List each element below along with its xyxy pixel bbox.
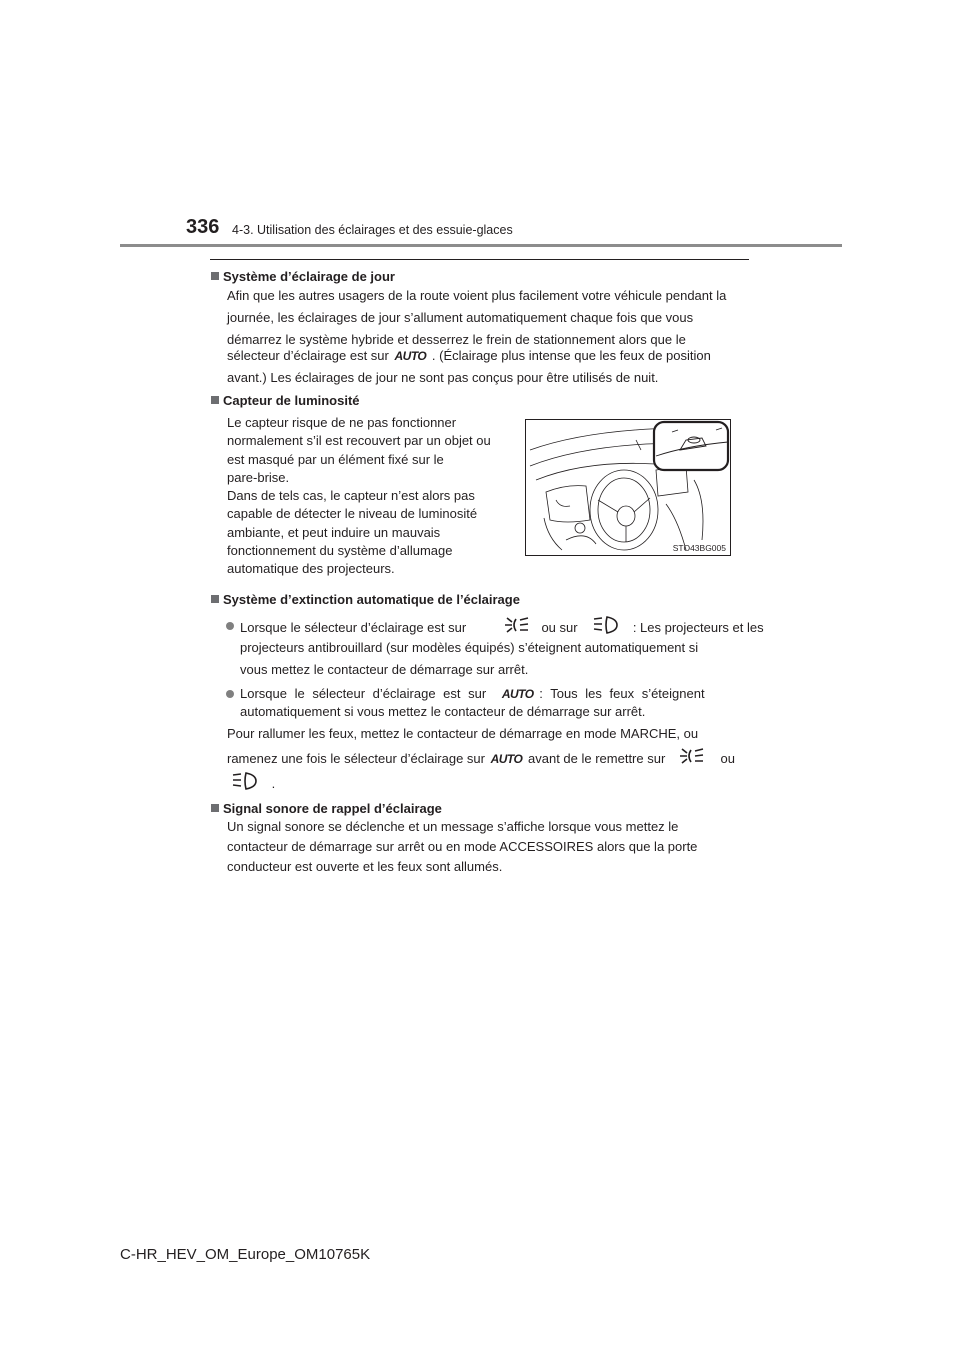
sensor-heading: Capteur de luminosité: [211, 393, 360, 408]
dashboard-drawing: [526, 420, 730, 555]
bullet1-continuation: projecteurs antibrouillard (sur modèles équipés) s’éteignent automatiquement si vous mettez le contacteur de démarrage sur arrêt.: [240, 640, 699, 677]
relight-line-3: .: [232, 771, 275, 798]
auto-icon: AUTO: [490, 751, 523, 766]
relight-line-2: ramenez une fois le sélecteur d’éclairage sur AUTO avant de le remettre sur ou: [227, 747, 745, 772]
sensor-paragraph: Le capteur risque de ne pas fonctionner normalement s’il est recouvert par un objet ou est masqué par un élément fixé sur le pare-brise. Dans de tels cas, le capteur n’est alors pas capable de détecter le niveau de luminosité ambiante, et peut induire un mauvais fonctionnement du système d’allumage automatique des projecteurs.: [227, 415, 491, 577]
figure-code: STO43BG005: [672, 543, 726, 553]
relight-line-1: Pour rallumer les feux, mettez le contacteur de démarrage en mode MARCHE, ou: [227, 726, 699, 741]
square-bullet-icon: [211, 595, 219, 603]
daytime-line-auto: sélecteur d’éclairage est sur AUTO . (Éclairage plus intense que les feux de position: [227, 348, 711, 363]
auto-icon: AUTO: [501, 687, 534, 701]
daytime-last-line: avant.) Les éclairages de jour ne sont pas conçus pour être utilisés de nuit.: [227, 370, 659, 385]
bullet2-first-line: Lorsque le sélecteur d’éclairage est sur AUTO : Tous les feux s’éteignent: [240, 686, 705, 701]
round-bullet-icon: [226, 690, 234, 698]
document-id: C-HR_HEV_OM_Europe_OM10765K: [120, 1246, 371, 1263]
dashboard-sensor-illustration: [525, 419, 731, 556]
round-bullet-icon: [226, 622, 234, 630]
section-divider: [210, 259, 749, 260]
bullet2-continuation: automatiquement si vous mettez le contacteur de démarrage sur arrêt.: [240, 704, 646, 719]
bullet1-first-line: Lorsque le sélecteur d’éclairage est sur ou sur : Les projecteurs et les: [240, 615, 745, 642]
reminder-paragraph: Un signal sonore se déclenche et un message s’affiche lorsque vous mettez le contacteur de démarrage sur arrêt ou en mode ACCESSOIRES alors que la porte conducteur est ouverte et les feux sont allumés.: [227, 819, 698, 874]
section-title: 4-3. Utilisation des éclairages et des essuie-glaces: [232, 223, 513, 237]
square-bullet-icon: [211, 804, 219, 812]
headlight-icon: [679, 747, 705, 772]
page-number: 336: [186, 216, 220, 238]
position-light-icon: [232, 771, 258, 798]
daytime-paragraph: Afin que les autres usagers de la route voient plus facilement votre véhicule pendant la journée, les éclairages de jour s’allument automatiquement chaque fois que vous démarrez le système hybride et desserrez le frein de stationnement alors que le: [227, 288, 727, 347]
auto-icon: AUTO: [394, 349, 427, 363]
square-bullet-icon: [211, 272, 219, 280]
reminder-heading: Signal sonore de rappel d’éclairage: [211, 801, 442, 816]
header-rule: [120, 244, 842, 247]
square-bullet-icon: [211, 396, 219, 404]
auto-off-heading: Système d’extinction automatique de l’éclairage: [211, 592, 520, 607]
daytime-heading: Système d’éclairage de jour: [211, 269, 395, 284]
